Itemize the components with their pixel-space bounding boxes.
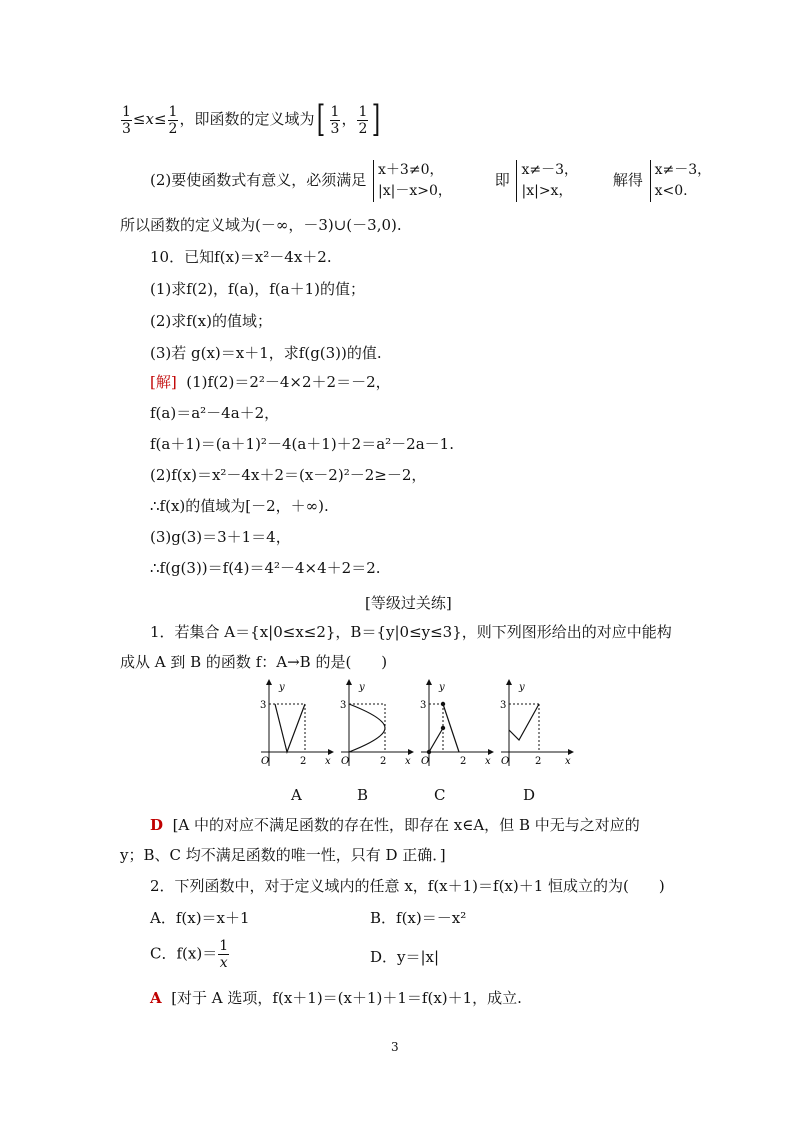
svg-text:2: 2: [380, 756, 387, 767]
svg-text:2: 2: [535, 756, 542, 767]
section-title: [等级过关练]: [365, 594, 452, 612]
q2-option-b: B．f(x)＝－x²: [370, 909, 467, 927]
q2-stem: 2．下列函数中，对于定义域内的任意 x，f(x＋1)＝f(x)＋1 恒成立的为( ): [150, 877, 665, 895]
graph-b: [335, 678, 415, 770]
svg-text:O: O: [421, 756, 430, 767]
q2-option-d: D．y＝|x|: [370, 948, 440, 966]
svg-text:x: x: [405, 756, 411, 767]
svg-text:2: 2: [300, 756, 307, 767]
svg-text:y: y: [279, 682, 285, 693]
graph-d: [495, 678, 575, 770]
answer-label: D: [150, 816, 164, 834]
q1-stem-b: 成从 A 到 B 的函数 f：A→B 的是( ): [120, 653, 388, 671]
svg-text:O: O: [341, 756, 350, 767]
q10-solution-4: (2)f(x)＝x²－4x＋2＝(x－2)²－2≥－2，: [150, 466, 427, 484]
q1-explanation-b: y；B、C 均不满足函数的唯一性，只有 D 正确．]: [120, 846, 446, 864]
answer-label: A: [150, 989, 162, 1007]
q10-solution-5: ∴f(x)的值域为[－2，＋∞).: [150, 497, 329, 515]
svg-text:3: 3: [340, 700, 347, 711]
svg-text:y: y: [519, 682, 525, 693]
equation-system: x＋3≠0， |x|－x>0，: [373, 160, 452, 202]
q2-explanation: A [对于 A 选项，f(x＋1)＝(x＋1)＋1＝f(x)＋1，成立.: [150, 989, 522, 1007]
graph-c: [415, 678, 495, 770]
svg-text:x: x: [325, 756, 331, 767]
svg-text:3: 3: [500, 700, 507, 711]
q10-part2: (2)求f(x)的值域；: [150, 312, 272, 330]
fraction: $\frac{1}{3}$: [122, 103, 131, 137]
domain-result-line: $\frac{1}{3}$ ≤x≤ $\frac{1}{2}$ ，即函数的定义域为[ $\frac{1}{3}$ ， $\frac{1}{2}$ ]: [122, 99, 381, 140]
q10-part1: (1)求f(2)，f(a)，f(a＋1)的值；: [150, 280, 365, 298]
q10-part3: (3)若 g(x)＝x＋1，求f(g(3))的值.: [150, 344, 382, 362]
graph-label-a: A: [291, 786, 302, 804]
svg-text:2: 2: [460, 756, 467, 767]
svg-text:x: x: [485, 756, 491, 767]
graph-label-c: C: [434, 786, 446, 804]
q10-solution-7: ∴f(g(3))＝f(4)＝4²－4×4＋2＝2.: [150, 559, 381, 577]
svg-text:3: 3: [420, 700, 427, 711]
q2-option-a: A．f(x)＝x＋1: [150, 909, 250, 927]
svg-text:y: y: [359, 682, 365, 693]
q10-stem: 10．已知f(x)＝x²－4x＋2.: [150, 248, 332, 266]
graph-label-b: B: [357, 786, 369, 804]
q2-option-c: C．f(x)＝ $\frac{1}{x}$: [150, 938, 229, 971]
q10-solution-2: f(a)＝a²－4a＋2，: [150, 404, 280, 422]
q1-stem-a: 1．若集合 A＝{x|0≤x≤2}，B＝{y|0≤y≤3}，则下列图形给出的对应中能构: [150, 623, 672, 641]
q10-solution-1: [解] (1)f(2)＝2²－4×2＋2＝－2，: [150, 373, 391, 391]
domain-conclusion: 所以函数的定义域为(－∞，－3)∪(－3,0).: [120, 216, 402, 234]
graph-label-d: D: [523, 786, 536, 804]
q10-solution-6: (3)g(3)＝3＋1＝4，: [150, 528, 291, 546]
part2-conditions: (2)要使函数式有意义，必须满足 x＋3≠0， |x|－x>0， 即 x≠－3， |x|>x， 解得 x≠－3， x<0.: [150, 160, 711, 202]
graph-a: [255, 678, 335, 770]
fraction: $\frac{1}{2}$: [168, 103, 178, 137]
q1-explanation-a: D [A 中的对应不满足函数的存在性，即存在 x∈A，但 B 中无与之对应的: [150, 816, 640, 834]
equation-system: x≠－3， x<0.: [650, 160, 712, 202]
q10-solution-3: f(a＋1)＝(a＋1)²－4(a＋1)＋2＝a²－2a－1.: [150, 435, 454, 453]
page-number: 3: [391, 1040, 399, 1054]
svg-text:y: y: [439, 682, 445, 693]
svg-text:3: 3: [260, 700, 267, 711]
solution-label: [解]: [150, 373, 177, 391]
svg-text:x: x: [565, 756, 571, 767]
svg-text:O: O: [501, 756, 510, 767]
svg-text:O: O: [261, 756, 270, 767]
equation-system: x≠－3， |x|>x，: [516, 160, 578, 202]
